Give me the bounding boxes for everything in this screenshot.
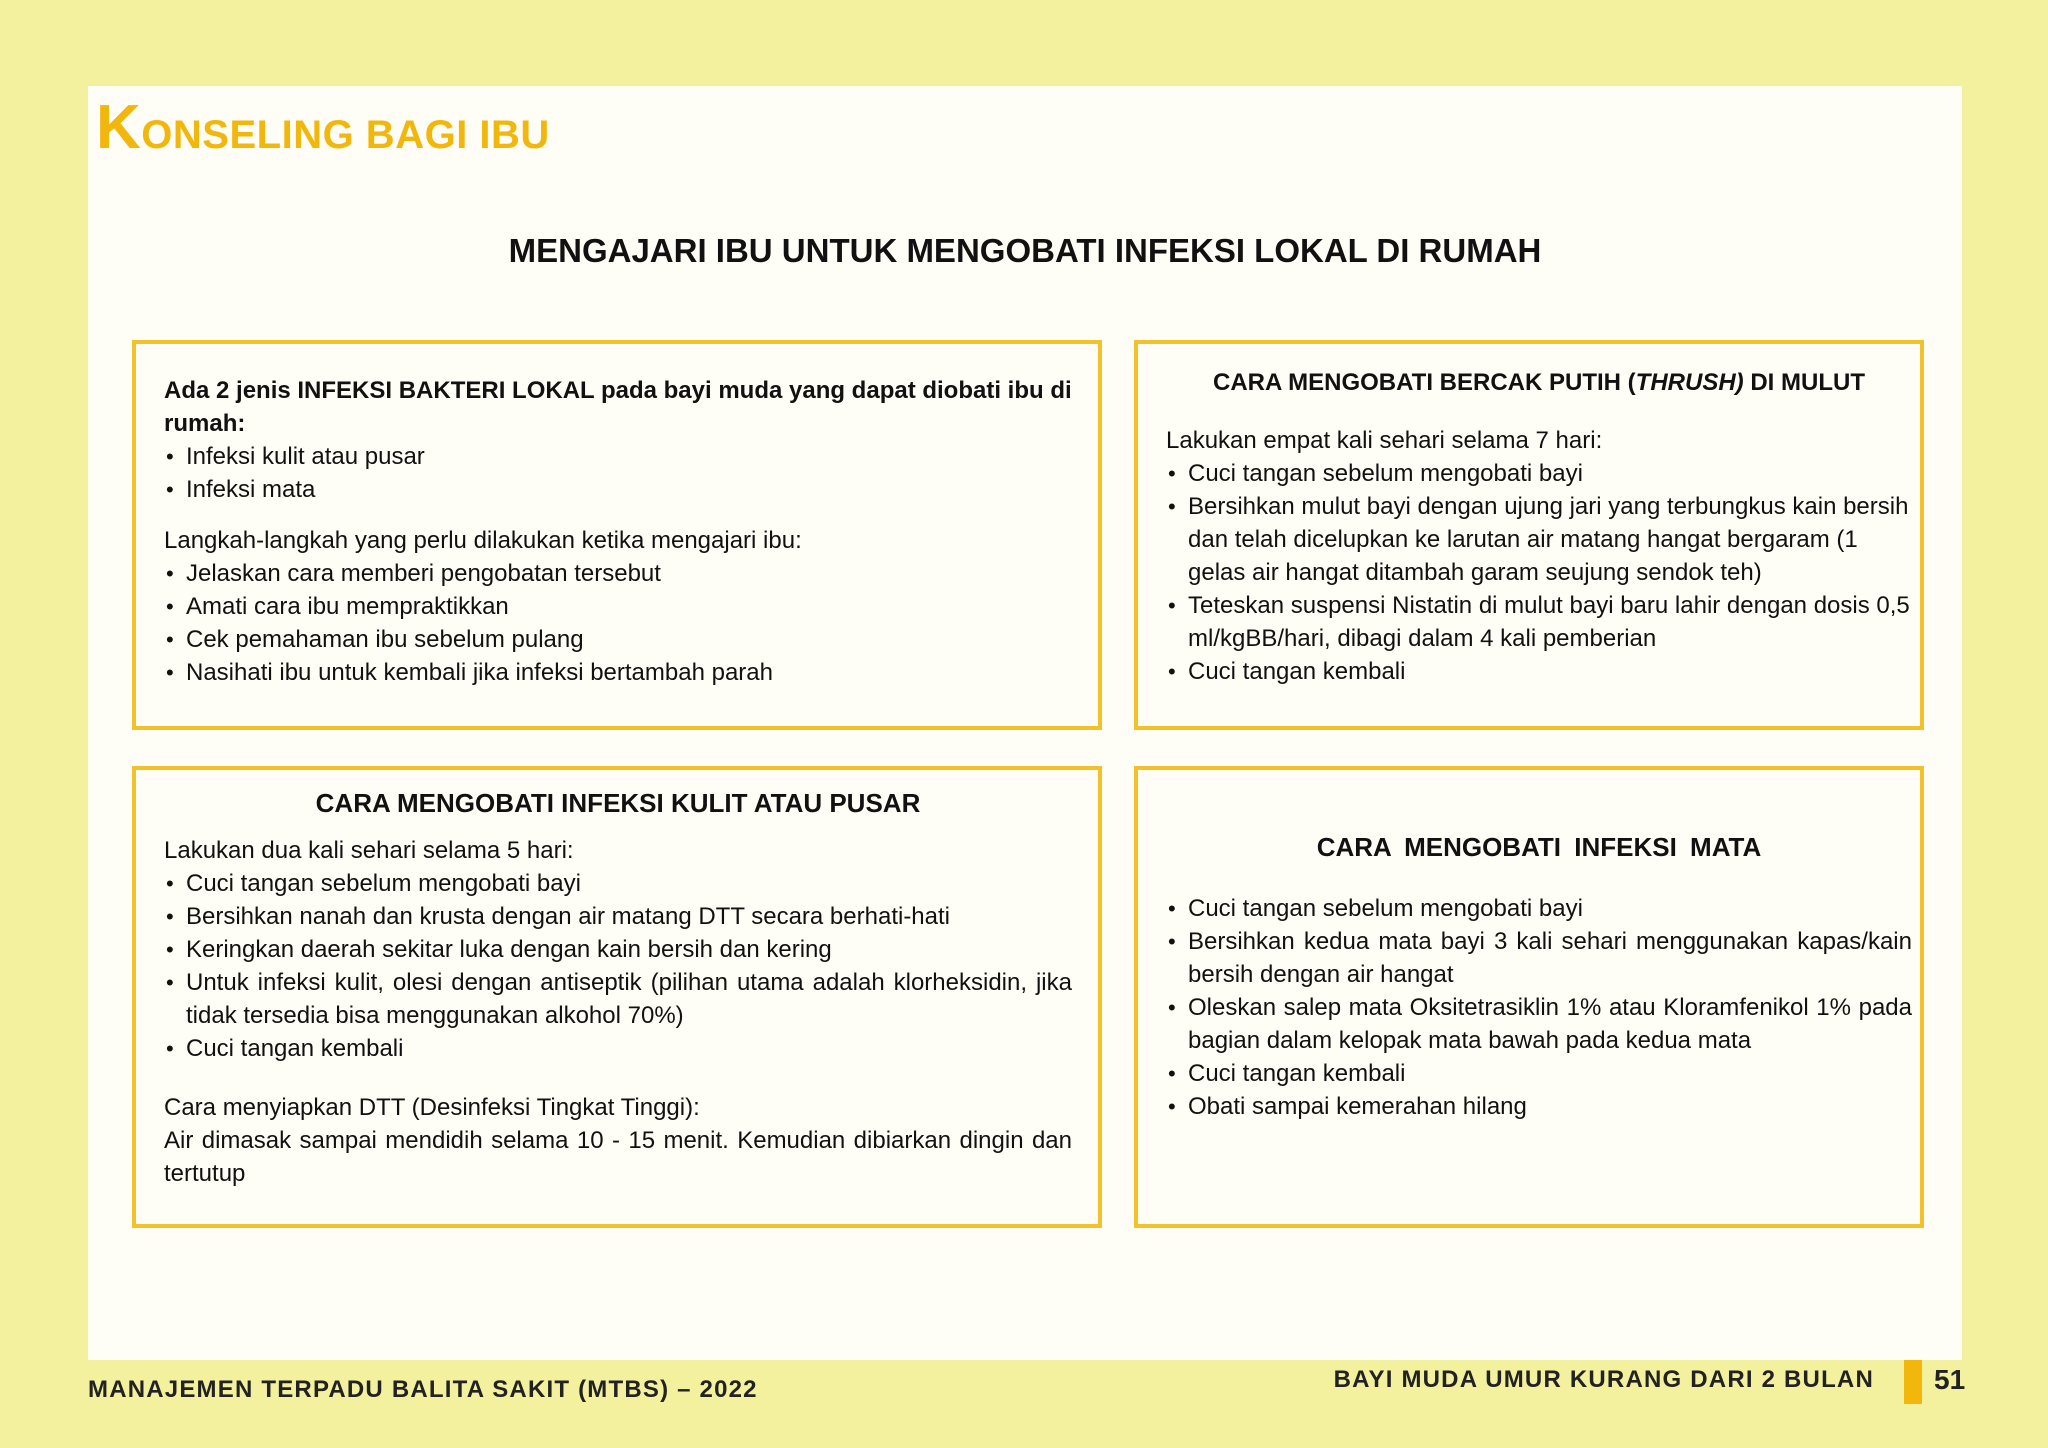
list-item: • Cuci tangan sebelum mengobati bayi — [164, 867, 1072, 900]
intro-text: Lakukan empat kali sehari selama 7 hari: — [1166, 427, 1603, 454]
section-title-rest: ONSELING BAGI IBU — [141, 113, 550, 157]
list-item: • Cuci tangan kembali — [164, 1032, 1072, 1065]
page-number: 51 — [1934, 1364, 1966, 1395]
main-heading: MENGAJARI IBU UNTUK MENGOBATI INFEKSI LOKAL DI RUMAH — [508, 232, 1542, 269]
steps-list — [1166, 892, 1912, 1123]
box-heading — [1166, 368, 1912, 398]
list-item: • Nasihati ibu untuk kembali jika infeksi bertambah parah — [164, 656, 1072, 689]
box-heading: CARA MENGOBATI INFEKSI KULIT ATAU PUSAR — [315, 788, 921, 818]
list-item: • Cuci tangan sebelum mengobati bayi — [1166, 457, 1912, 490]
list-item: • Teteskan suspensi Nistatin di mulut bayi baru lahir dengan dosis 0,5 ml/kgBB/hari, dibagi dalam 4 kali pemberian — [1166, 589, 1912, 655]
infection-list — [164, 440, 1072, 506]
heading-part: DI MULUT — [1743, 369, 1865, 396]
list-item: • Cuci tangan kembali — [1166, 655, 1912, 688]
list-item: • Untuk infeksi kulit, olesi dengan antiseptik (pilihan utama adalah klorheksidin, jika tidak tersedia bisa menggunakan alkohol 70%) — [164, 966, 1072, 1032]
intro-text: Lakukan dua kali sehari selama 5 hari: — [164, 837, 574, 864]
list-item: • Infeksi kulit atau pusar — [164, 440, 1072, 473]
list-item: • Oleskan salep mata Oksitetrasiklin 1% atau Kloramfenikol 1% pada bagian dalam kelopak mata bawah pada kedua mata — [1166, 991, 1912, 1057]
list-item: • Cuci tangan kembali — [1166, 1057, 1912, 1090]
steps-intro: Langkah-langkah yang perlu dilakukan ketika mengajari ibu: — [164, 527, 802, 554]
steps-list — [164, 557, 1072, 689]
footer-accent-bar — [1904, 1360, 1922, 1404]
list-item: • Jelaskan cara memberi pengobatan tersebut — [164, 557, 1072, 590]
eye-infection-box — [1134, 766, 1924, 1228]
local-infection-overview-box — [132, 340, 1102, 730]
list-item: • Bersihkan mulut bayi dengan ujung jari yang terbungkus kain bersih dan telah dicelupkan ke larutan air matang hangat bergaram (1 gelas air hangat ditambah garam seujung sendok teh) — [1166, 490, 1912, 589]
list-item: • Amati cara ibu mempraktikkan — [164, 590, 1072, 623]
list-item: • Infeksi mata — [164, 473, 1072, 506]
list-item: • Obati sampai kemerahan hilang — [1166, 1090, 1912, 1123]
dtt-title: Cara menyiapkan DTT (Desinfeksi Tingkat Tinggi): — [164, 1094, 700, 1121]
footer-left-text: MANAJEMEN TERPADU BALITA SAKIT (MTBS) – 2022 — [88, 1376, 758, 1403]
steps-list — [1166, 457, 1912, 688]
list-item: • Cek pemahaman ibu sebelum pulang — [164, 623, 1072, 656]
list-item: • Cuci tangan sebelum mengobati bayi — [1166, 892, 1912, 925]
skin-navel-infection-box — [132, 766, 1102, 1228]
thrush-treatment-box — [1134, 340, 1924, 730]
list-item: • Bersihkan kedua mata bayi 3 kali sehari menggunakan kapas/kain bersih dengan air hangat — [1166, 925, 1912, 991]
footer-right-text: BAYI MUDA UMUR KURANG DARI 2 BULAN — [1333, 1366, 1874, 1393]
list-item: • Keringkan daerah sekitar luka dengan kain bersih dan kering — [164, 933, 1072, 966]
box-heading: CARA MENGOBATI INFEKSI MATA — [1316, 832, 1762, 862]
page-sheet — [88, 86, 1962, 1360]
list-item: • Bersihkan nanah dan krusta dengan air matang DTT secara berhati-hati — [164, 900, 1072, 933]
heading-part: CARA MENGOBATI BERCAK PUTIH ( — [1213, 369, 1636, 396]
section-title-initial: K — [96, 93, 142, 162]
steps-list — [164, 867, 1072, 1065]
intro-text: Ada 2 jenis INFEKSI BAKTERI LOKAL pada bayi muda yang dapat diobati ibu di rumah: — [164, 377, 1072, 437]
dtt-text: Air dimasak sampai mendidih selama 10 - 15 menit. Kemudian dibiarkan dingin dan tertutup — [164, 1127, 1072, 1187]
section-title — [96, 92, 550, 163]
heading-italic: THRUSH) — [1635, 369, 1744, 396]
